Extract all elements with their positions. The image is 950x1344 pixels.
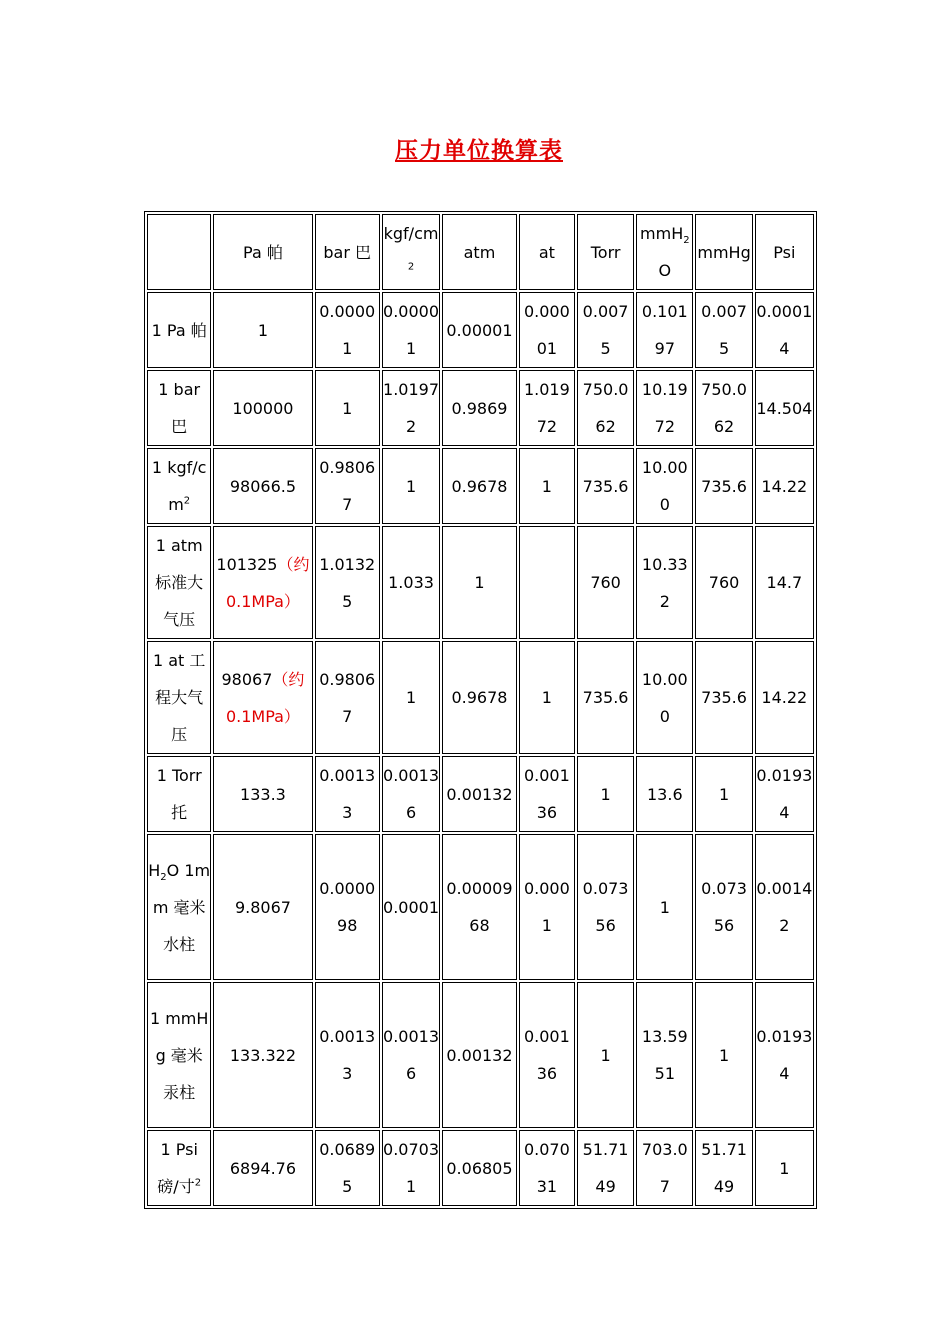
header-mmhg: mmHg <box>695 214 752 290</box>
cell-kgf: 1 <box>382 641 440 754</box>
cell-mmh2o: 0.10197 <box>636 292 693 368</box>
cell-psi: 0.00142 <box>755 834 814 980</box>
cell-bar: 0.00133 <box>315 756 380 832</box>
table-row <box>147 526 814 639</box>
cell-atm: 0.0000968 <box>442 834 517 980</box>
cell-pa: 1 <box>213 292 312 368</box>
approx-note: （约 0.1MPa） <box>225 554 310 611</box>
cell-kgf: 0.07031 <box>382 1130 440 1206</box>
cell-torr: 51.7149 <box>577 1130 634 1206</box>
cell-at: 1 <box>519 641 575 754</box>
pressure-conversion-table <box>144 211 817 1209</box>
cell-at: 0.00136 <box>519 982 575 1128</box>
table-row <box>147 448 814 524</box>
cell-mmh2o: 10.000 <box>636 448 693 524</box>
row-label: 1 atm 标准大气压 <box>147 526 211 639</box>
cell-mmhg: 1 <box>695 756 752 832</box>
cell-torr: 0.07356 <box>577 834 634 980</box>
cell-kgf: 0.0001 <box>382 834 440 980</box>
approx-note: （约 0.1MPa） <box>225 669 305 726</box>
row-label: 1 Psi 磅/寸$^2$ <box>147 1130 211 1206</box>
cell-mmhg: 0.07356 <box>695 834 752 980</box>
page-title: 压力单位换算表 <box>395 137 563 164</box>
cell-torr: 0.0075 <box>577 292 634 368</box>
row-label: 1 at 工程大气压 <box>147 641 211 754</box>
cell-psi: 0.01934 <box>755 756 814 832</box>
table-row <box>147 982 814 1128</box>
cell-torr: 735.6 <box>577 448 634 524</box>
cell-at: 1.01972 <box>519 370 575 446</box>
cell-psi: 14.22 <box>755 641 814 754</box>
cell-atm: 0.9678 <box>442 448 517 524</box>
cell-kgf: 0.00001 <box>382 292 440 368</box>
cell-torr: 750.062 <box>577 370 634 446</box>
header-bar: bar 巴 <box>315 214 380 290</box>
cell-psi: 14.22 <box>755 448 814 524</box>
cell-mmhg: 1 <box>695 982 752 1128</box>
cell-mmh2o: 10.332 <box>636 526 693 639</box>
cell-at: 1 <box>519 448 575 524</box>
cell-kgf: 1.033 <box>382 526 440 639</box>
cell-mmhg: 735.6 <box>695 448 752 524</box>
cell-bar: 0.98067 <box>315 641 380 754</box>
cell-pa: 9.8067 <box>213 834 312 980</box>
cell-at: 0.00001 <box>519 292 575 368</box>
cell-atm: 0.9869 <box>442 370 517 446</box>
cell-bar: 0.00001 <box>315 292 380 368</box>
table-row <box>147 1130 814 1206</box>
header-row <box>147 214 814 290</box>
row-label: $H_2O$ 1mm 毫米水柱 <box>147 834 211 980</box>
header-at: at <box>519 214 575 290</box>
cell-torr: 760 <box>577 526 634 639</box>
cell-at: 0.00136 <box>519 756 575 832</box>
cell-torr: 1 <box>577 982 634 1128</box>
cell-pa: 6894.76 <box>213 1130 312 1206</box>
row-label: 1 bar 巴 <box>147 370 211 446</box>
cell-mmh2o: 10.1972 <box>636 370 693 446</box>
cell-mmhg: 750.062 <box>695 370 752 446</box>
cell-at: 0.07031 <box>519 1130 575 1206</box>
cell-mmhg: 0.0075 <box>695 292 752 368</box>
cell-pa: 133.3 <box>213 756 312 832</box>
table-row <box>147 370 814 446</box>
cell-atm: 0.00001 <box>442 292 517 368</box>
cell-pa: 98067（约 0.1MPa） <box>213 641 312 754</box>
row-label: 1 Pa 帕 <box>147 292 211 368</box>
cell-bar: 0.000098 <box>315 834 380 980</box>
cell-bar: 0.06895 <box>315 1130 380 1206</box>
cell-psi: 0.01934 <box>755 982 814 1128</box>
cell-psi: 1 <box>755 1130 814 1206</box>
cell-atm: 0.9678 <box>442 641 517 754</box>
cell-bar: 0.98067 <box>315 448 380 524</box>
cell-bar: 1 <box>315 370 380 446</box>
cell-bar: 0.00133 <box>315 982 380 1128</box>
header-psi: Psi <box>755 214 814 290</box>
cell-kgf: 1.01972 <box>382 370 440 446</box>
cell-mmhg: 735.6 <box>695 641 752 754</box>
cell-mmhg: 51.7149 <box>695 1130 752 1206</box>
cell-pa: 133.322 <box>213 982 312 1128</box>
cell-kgf: 0.00136 <box>382 756 440 832</box>
cell-mmh2o: 703.07 <box>636 1130 693 1206</box>
cell-mmh2o: 1 <box>636 834 693 980</box>
table-row <box>147 292 814 368</box>
cell-psi: 14.504 <box>755 370 814 446</box>
row-label: 1 mmHg 毫米汞柱 <box>147 982 211 1128</box>
table-row <box>147 641 814 754</box>
cell-atm: 0.06805 <box>442 1130 517 1206</box>
cell-at <box>519 526 575 639</box>
table-row <box>147 834 814 980</box>
cell-torr: 735.6 <box>577 641 634 754</box>
cell-pa: 101325（约 0.1MPa） <box>213 526 312 639</box>
cell-mmh2o: 13.5951 <box>636 982 693 1128</box>
cell-mmh2o: 13.6 <box>636 756 693 832</box>
cell-at: 0.0001 <box>519 834 575 980</box>
table-row <box>147 756 814 832</box>
cell-mmh2o: 10.000 <box>636 641 693 754</box>
header-mmh2o: mmH$_2$O <box>636 214 693 290</box>
cell-pa: 100000 <box>213 370 312 446</box>
cell-pa: 98066.5 <box>213 448 312 524</box>
cell-psi: 0.00014 <box>755 292 814 368</box>
cell-atm: 0.00132 <box>442 756 517 832</box>
cell-atm: 0.00132 <box>442 982 517 1128</box>
header-pa: Pa 帕 <box>213 214 312 290</box>
row-label: 1 kgf/$cm^2$ <box>147 448 211 524</box>
cell-kgf: 1 <box>382 448 440 524</box>
header-corner <box>147 214 211 290</box>
cell-atm: 1 <box>442 526 517 639</box>
header-torr: Torr <box>577 214 634 290</box>
cell-torr: 1 <box>577 756 634 832</box>
header-atm: atm <box>442 214 517 290</box>
cell-psi: 14.7 <box>755 526 814 639</box>
header-kgf: kgf/$cm^2$ <box>382 214 440 290</box>
cell-bar: 1.01325 <box>315 526 380 639</box>
row-label: 1 Torr 托 <box>147 756 211 832</box>
cell-kgf: 0.00136 <box>382 982 440 1128</box>
cell-mmhg: 760 <box>695 526 752 639</box>
